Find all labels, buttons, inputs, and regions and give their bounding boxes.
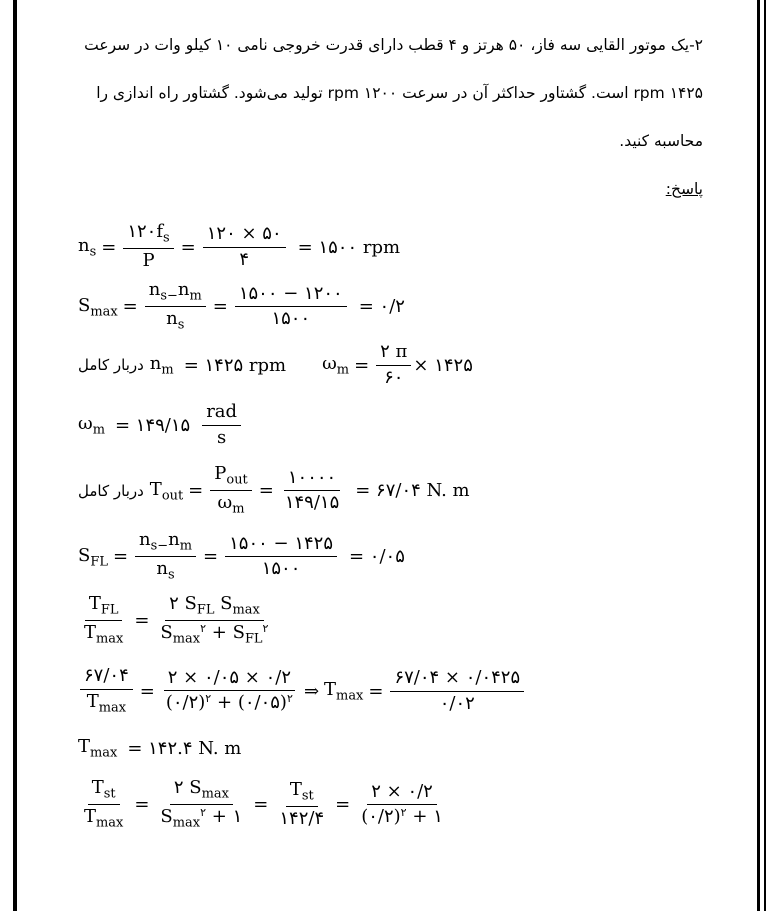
equation-smax: $S_{max}$ = $\frac{n_{s-}n_m}{n_s}$ = $\frac{۱۵۰۰ - ۱۲۰۰}{۱۵۰۰}$ = ۰/۲ — [78, 279, 405, 333]
lhs: $S_{max}$ — [78, 294, 118, 320]
problem-line-2: ۱۴۲۵ rpm است. گشتاور حداکثر آن در سرعت ۱۲۰۰ rpm تولید می‌شود. گشتاور راه اندازی را — [96, 84, 703, 102]
fraction: $\frac{۲ \times ۰/۰۵ \times ۰/۲}{(۰/۲)^۲ + (۰/۰۵)^۲}$ — [162, 668, 297, 715]
problem-line-3: محاسبه کنید. — [619, 132, 703, 150]
fraction: $\frac{۱۵۰۰ - ۱۴۲۵}{۱۵۰۰}$ — [225, 534, 337, 580]
fraction: $\frac{۶۷/۰۴ \times ۰/۰۴۲۵}{۰/۰۲}$ — [390, 668, 524, 714]
fraction: $\frac{n_{s-}n_m}{n_s}$ — [145, 280, 206, 334]
equation-tout: دربار کامل $T_{out}$ = $\frac{P_{out}}{\omega_m}$ = $\frac{۱۰۰۰۰}{۱۴۹/۱۵}$ = ۶۷/۰۴ N. m — [78, 463, 470, 517]
fraction: $\frac{T_{FL}}{T_{max}}$ — [84, 593, 124, 648]
equation-wm: $\omega_m$ = ۱۴۹/۱۵ $\frac{\text{rad}}{s}$ — [78, 402, 243, 448]
equation-tmax: $T_{max}$ = ۱۴۲.۴ N. m — [78, 736, 242, 761]
left-border — [13, 0, 17, 911]
right-border-outer — [764, 0, 766, 911]
equation-sfl: $S_{FL}$ = $\frac{n_{s-}n_m}{n_s}$ = $\frac{۱۵۰۰ - ۱۴۲۵}{۱۵۰۰}$ = ۰/۰۵ — [78, 529, 405, 583]
fraction: $\frac{\text{rad}}{s}$ — [202, 402, 241, 448]
fraction: $\frac{۱۰۰۰۰}{۱۴۹/۱۵}$ — [284, 466, 340, 514]
fraction: $\frac{۱۲۰f_s}{P}$ — [123, 222, 173, 272]
fraction: $\frac{T_{st}}{۱۴۲/۴}$ — [279, 778, 325, 830]
fraction: $\frac{۲ \times ۰/۲}{(۰/۲)^۲ + ۱}$ — [361, 780, 443, 828]
fraction: $\frac{P_{out}}{\omega_m}$ — [210, 464, 251, 518]
right-border — [757, 0, 760, 911]
problem-line-1: ۲-یک موتور القایی سه فاز، ۵۰ هرتز و ۴ قطب دارای قدرت خروجی نامی ۱۰ کیلو وات در سرعت — [84, 36, 703, 54]
equation-nm: دربار کامل $n_m$ = ۱۴۲۵ rpm $\omega_m$ = $\frac{۲ \pi}{۶۰}$ × ۱۴۲۵ — [78, 341, 473, 388]
fraction: $\frac{n_{s-}n_m}{n_s}$ — [135, 530, 196, 584]
full-load-label: دربار کامل — [78, 481, 144, 500]
full-load-label: دربار کامل — [78, 356, 144, 375]
fraction: $\frac{۶۷/۰۴}{T_{max}}$ — [80, 666, 133, 716]
implies-arrow: ⇒ — [303, 680, 320, 702]
fraction: $\frac{۲ S_{max}}{S_{max}^۲ + ۱}$ — [160, 777, 243, 832]
fraction: $\frac{۱۲۰ \times ۵۰}{۴}$ — [203, 224, 286, 270]
equation-tst: $\frac{T_{st}}{T_{max}}$ = $\frac{۲ S_{max}}{S_{max}^۲ + ۱}$ = $\frac{T_{st}}{۱۴۲/۴}$ = $\frac{۲ \times ۰/۲}{(۰/۲)^۲ + ۱}$ — [78, 778, 449, 832]
fraction: $\frac{۱۵۰۰ - ۱۲۰۰}{۱۵۰۰}$ — [235, 284, 347, 330]
fraction: $\frac{T_{st}}{T_{max}}$ — [84, 777, 124, 832]
fraction: $\frac{۲ S_{FL} S_{max}}{S_{max}^۲ + S_{FL}^۲}$ — [160, 593, 269, 648]
equation-substitution: $\frac{۶۷/۰۴}{T_{max}}$ = $\frac{۲ \times ۰/۰۵ \times ۰/۲}{(۰/۲)^۲ + (۰/۰۵)^۲}$ ⇒ $T_{max}$ = $\frac{۶۷/۰۴ \times ۰/۰۴۲۵}{۰/۰۲}$ — [78, 666, 526, 716]
fraction: $\frac{۲ \pi}{۶۰}$ — [376, 342, 411, 388]
lhs: $n_s$ — [78, 234, 97, 260]
equation-torque-ratio: $\frac{T_{FL}}{T_{max}}$ = $\frac{۲ S_{FL} S_{max}}{S_{max}^۲ + S_{FL}^۲}$ — [78, 594, 275, 648]
result: = ۱۵۰۰ rpm — [297, 236, 401, 258]
result: = ۰/۲ — [358, 296, 405, 318]
equation-ns: $n_s$ = $\frac{۱۲۰f_s}{P}$ = $\frac{۱۲۰ \times ۵۰}{۴}$ = ۱۵۰۰ rpm — [78, 221, 401, 272]
answer-label: پاسخ: — [665, 180, 703, 198]
